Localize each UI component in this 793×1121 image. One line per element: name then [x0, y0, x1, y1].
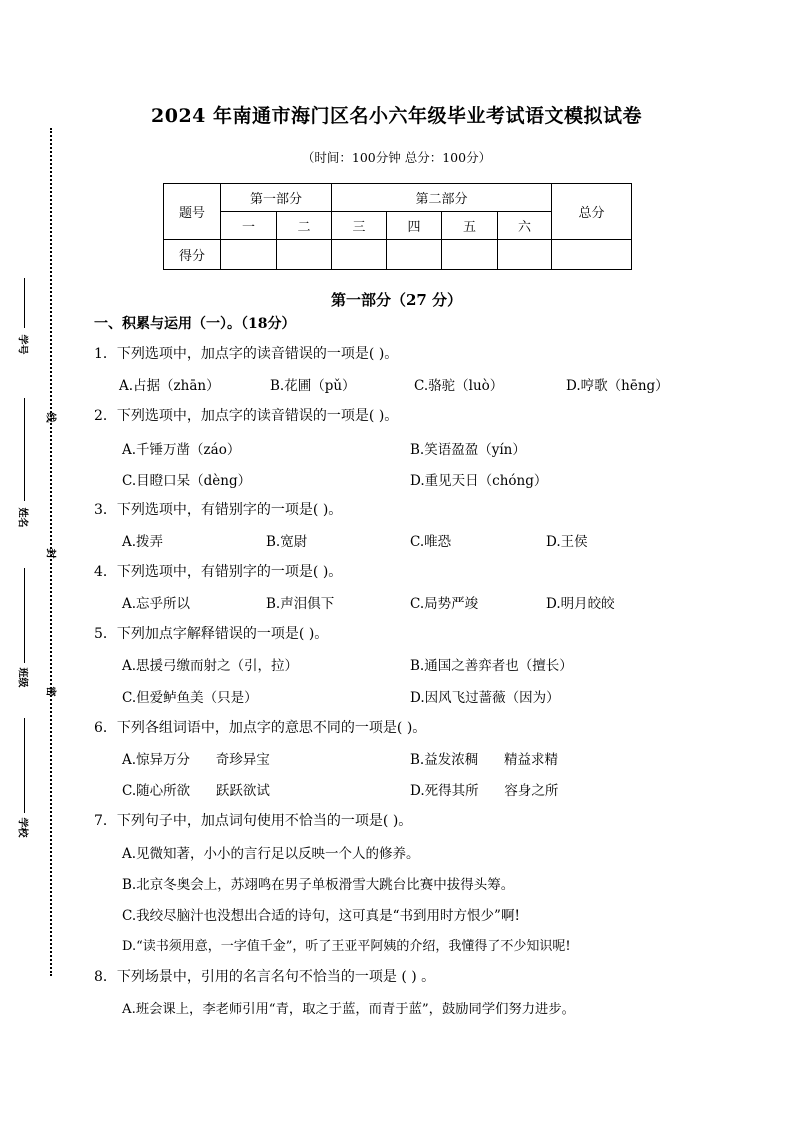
name-line [24, 398, 25, 501]
q1-option-d: D.哼歌（hēng） [566, 378, 669, 394]
class-line [24, 568, 25, 663]
q5-option-c: C.但爱鲈鱼美（只是） [122, 690, 258, 706]
q6-option-d: D.死得其所 容身之所 [410, 783, 559, 799]
score-table-col-3: 三 [332, 212, 387, 240]
section-heading: 一、积累与运用（一）。（18分） [94, 316, 296, 332]
q2-option-c: C.目瞪口呆（dèng） [122, 473, 252, 489]
q3-option-d: D.王侯 [546, 534, 588, 550]
question-1: 1．下列选项中，加点字的读音错误的一项是( )。 [94, 346, 399, 362]
q6-option-c: C.随心所欲 跃跃欲试 [122, 783, 270, 799]
binding-mark-secret: 密 [44, 686, 56, 697]
score-cell-total[interactable] [552, 240, 632, 270]
section-title: 第一部分（27 分） [330, 291, 463, 309]
exam-subtitle: （时间：100分钟 总分：100分） [301, 150, 492, 165]
student-id-label: 学号 [16, 334, 28, 355]
exam-title: 2024 年南通市海门区名小六年级毕业考试语文模拟试卷 [151, 105, 642, 127]
question-6: 6．下列各组词语中，加点字的意思不同的一项是( )。 [94, 720, 427, 736]
q5-option-b: B.通国之善弈者也（擅长） [410, 658, 573, 674]
name-label: 姓名 [16, 507, 28, 528]
score-cell[interactable] [332, 240, 387, 270]
q1-option-c: C.骆驼（luò） [414, 378, 504, 394]
score-cell[interactable] [387, 240, 442, 270]
q4-option-a: A.忘乎所以 [122, 596, 191, 612]
q1-option-a: A.占据（zhān） [119, 378, 220, 394]
q4-option-c: C.局势严竣 [410, 596, 479, 612]
q3-option-c: C.唯恐 [410, 534, 452, 550]
score-table-col-5: 五 [442, 212, 498, 240]
question-5: 5．下列加点字解释错误的一项是( )。 [94, 626, 329, 642]
q6-option-b: B.益发浓稠 精益求精 [410, 752, 558, 768]
score-table-header-part1: 第一部分 [221, 184, 332, 212]
question-2: 2．下列选项中，加点字的读音错误的一项是( )。 [94, 408, 399, 424]
q7-option-a: A.见微知著，小小的言行足以反映一个人的修养。 [122, 846, 420, 862]
q7-option-d: D.“读书须用意，一字值千金”，听了王亚平阿姨的介绍，我懂得了不少知识呢! [122, 939, 571, 954]
q2-option-d: D.重见天日（chóng） [410, 473, 548, 489]
q2-option-a: A.千锤万凿（záo） [122, 442, 241, 458]
q7-option-c: C.我绞尽脑汁也没想出合适的诗句，这可真是“书到用时方恨少”啊! [122, 908, 520, 924]
school-line [24, 718, 25, 813]
q3-option-b: B.宽尉 [266, 534, 308, 550]
question-7: 7．下列句子中，加点词句使用不恰当的一项是( )。 [94, 813, 413, 829]
score-table-header-number: 题号 [164, 184, 221, 240]
binding-mark-line: 线 [44, 412, 56, 423]
q6-option-a: A.惊异万分 奇珍异宝 [122, 752, 270, 768]
school-label: 学校 [16, 817, 28, 838]
class-label: 班级 [16, 667, 28, 688]
score-table-header-total: 总分 [552, 184, 632, 240]
q3-option-a: A.拨弄 [122, 534, 164, 550]
score-cell[interactable] [277, 240, 332, 270]
score-cell[interactable] [221, 240, 277, 270]
score-cell[interactable] [442, 240, 498, 270]
score-table-col-2: 二 [277, 212, 332, 240]
question-3: 3．下列选项中，有错别字的一项是( )。 [94, 502, 343, 518]
score-table-header-part2: 第二部分 [332, 184, 552, 212]
q5-option-a: A.思援弓缴而射之（引，拉） [122, 658, 299, 674]
score-table-row-score: 得分 [164, 240, 221, 270]
score-table-col-4: 四 [387, 212, 442, 240]
q7-option-b: B.北京冬奥会上，苏翊鸣在男子单板滑雪大跳台比赛中拔得头筹。 [122, 877, 515, 893]
q4-option-b: B.声泪俱下 [266, 596, 335, 612]
score-table [163, 183, 632, 270]
question-8: 8．下列场景中，引用的名言名句不恰当的一项是 ( ) 。 [94, 969, 436, 985]
q1-option-b: B.花圃（pǔ） [270, 378, 356, 394]
q5-option-d: D.因风飞过蔷薇（因为） [410, 690, 560, 706]
q4-option-d: D.明月皎皎 [546, 596, 615, 612]
q2-option-b: B.笑语盈盈（yín） [410, 442, 526, 458]
score-table-col-1: 一 [221, 212, 277, 240]
score-cell[interactable] [498, 240, 552, 270]
question-4: 4．下列选项中，有错别字的一项是( )。 [94, 564, 343, 580]
score-table-col-6: 六 [498, 212, 552, 240]
binding-mark-seal: 封 [44, 548, 56, 559]
q8-option-a: A.班会课上，李老师引用“青，取之于蓝，而青于蓝”，鼓励同学们努力进步。 [122, 1002, 575, 1017]
